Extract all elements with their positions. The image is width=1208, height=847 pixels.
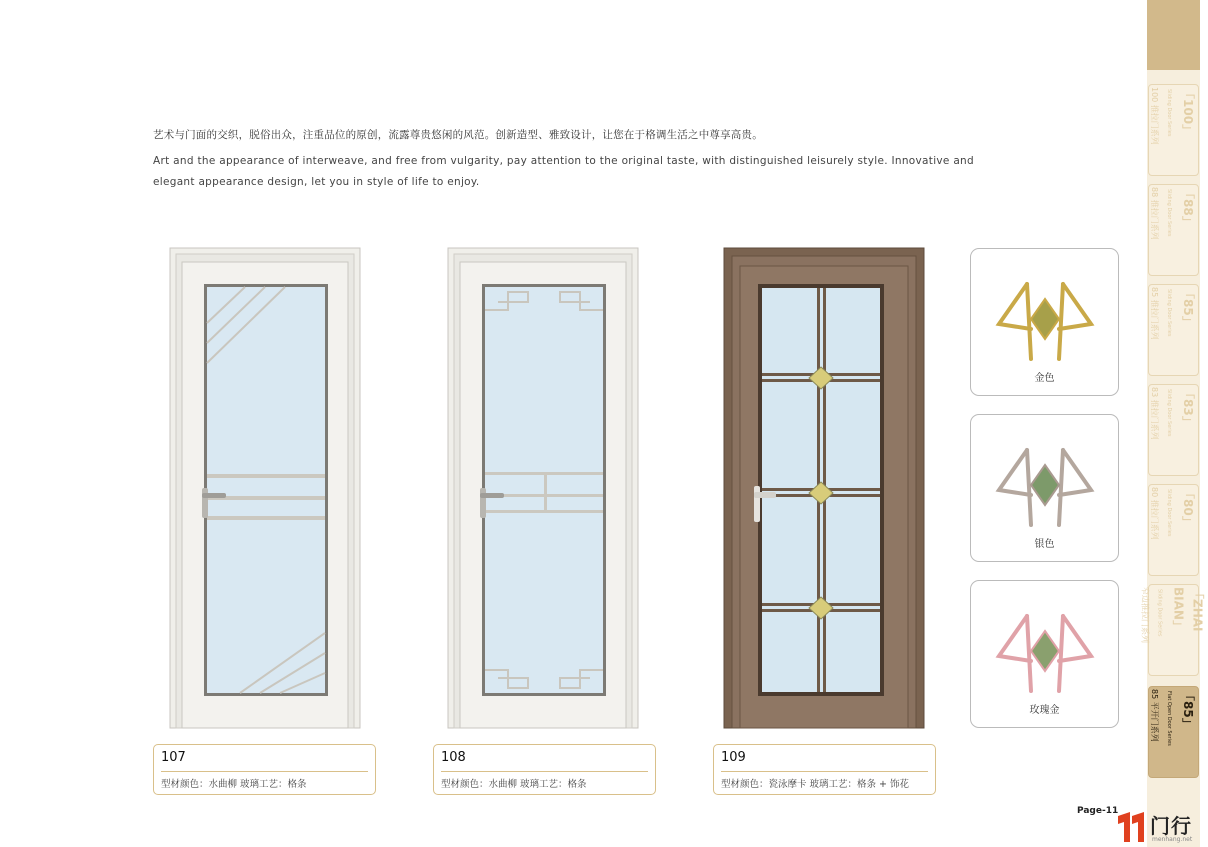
tab-code: 「80」 xyxy=(1180,487,1195,528)
door-107-image xyxy=(170,248,360,728)
tab-en: Sliding Door Series xyxy=(1166,89,1172,137)
tab-code: 「83」 xyxy=(1180,387,1195,428)
tab-cn: 83 推拉门系列 xyxy=(1149,387,1159,440)
caption-divider xyxy=(441,771,648,772)
swatch-label: 银色 xyxy=(1034,539,1055,550)
tab-en: Sliding Door Series xyxy=(1166,389,1172,437)
decor-flower-rose-gold-icon xyxy=(979,591,1111,701)
brand-name: 门行 xyxy=(1150,814,1192,838)
tab-zhai-bian-sliding-door[interactable] xyxy=(1140,584,1204,676)
tab-83-sliding-door[interactable] xyxy=(1148,384,1199,476)
tab-cn: 80 推拉门系列 xyxy=(1149,487,1159,540)
tab-85-sliding-door[interactable] xyxy=(1148,284,1199,376)
product-caption-109 xyxy=(713,744,936,795)
product-spec: 型材颜色：水曲柳 玻璃工艺：格条 xyxy=(441,779,587,790)
decor-flower-gold-icon xyxy=(979,259,1111,369)
tab-80-sliding-door[interactable] xyxy=(1148,484,1199,576)
product-number: 107 xyxy=(161,750,186,765)
tab-code: 「85」 xyxy=(1180,689,1195,730)
sidebar-header xyxy=(1147,0,1200,70)
intro-text xyxy=(153,127,983,193)
tab-en: Sliding Door Series xyxy=(1156,589,1163,637)
tab-88-sliding-door[interactable] xyxy=(1148,184,1199,276)
product-spec: 型材颜色：瓷泳摩卡 玻璃工艺：格条 + 饰花 xyxy=(721,779,910,790)
tab-code: 「ZHAI BIAN」 xyxy=(1171,587,1204,632)
tab-cn: 100 推拉门系列 xyxy=(1149,87,1159,145)
tab-code: 「100」 xyxy=(1180,87,1195,137)
intro-chinese: 艺术与门面的交织，脱俗出众，注重品位的原创，流露尊贵悠闲的风范。创新造型、雅致设计，让您在于格调生活之中尊享高贵。 xyxy=(153,129,763,141)
door-108-image xyxy=(448,248,638,728)
tab-cn: 窄边推拉门系列 xyxy=(1140,587,1149,643)
tab-cn: 88 推拉门系列 xyxy=(1149,187,1159,240)
tab-en: Flat Open Door Series xyxy=(1166,691,1172,746)
tab-en: Sliding Door Series xyxy=(1166,289,1172,337)
door-109-image xyxy=(724,248,924,728)
tab-code: 「85」 xyxy=(1180,287,1195,328)
swatch-label: 金色 xyxy=(1034,373,1055,384)
swatch-rose-gold xyxy=(970,580,1119,728)
tab-100-sliding-door[interactable] xyxy=(1148,84,1199,176)
intro-english: Art and the appearance of interweave, and free from vulgarity, pay attention to the original taste, with distinguished leisurely style. Innovative and elegant appearance design, let you in style of life to enjoy. xyxy=(153,155,974,188)
product-caption-108 xyxy=(433,744,656,795)
page-number: Page-11 xyxy=(1077,806,1119,816)
tab-85-flat-open-door[interactable] xyxy=(1148,686,1199,778)
caption-divider xyxy=(161,771,368,772)
brand-mark-icon xyxy=(1114,810,1148,844)
caption-divider xyxy=(721,771,928,772)
product-spec: 型材颜色：水曲柳 玻璃工艺：格条 xyxy=(161,779,307,790)
swatch-gold xyxy=(970,248,1119,396)
decor-flower-silver-icon xyxy=(979,425,1111,535)
tab-en: Sliding Door Series xyxy=(1166,189,1172,237)
swatch-label: 玫瑰金 xyxy=(1029,705,1060,716)
brand-url: menhang.net xyxy=(1152,836,1193,843)
product-number: 109 xyxy=(721,750,746,765)
tab-cn: 85 平开门系列 xyxy=(1149,689,1159,742)
product-number: 108 xyxy=(441,750,466,765)
product-caption-107 xyxy=(153,744,376,795)
tab-code: 「88」 xyxy=(1180,187,1195,228)
tab-cn: 85 推拉门系列 xyxy=(1149,287,1159,340)
series-sidebar xyxy=(1140,0,1204,847)
brand-logo xyxy=(1112,808,1200,847)
swatch-silver xyxy=(970,414,1119,562)
tab-en: Sliding Door Series xyxy=(1166,489,1172,537)
